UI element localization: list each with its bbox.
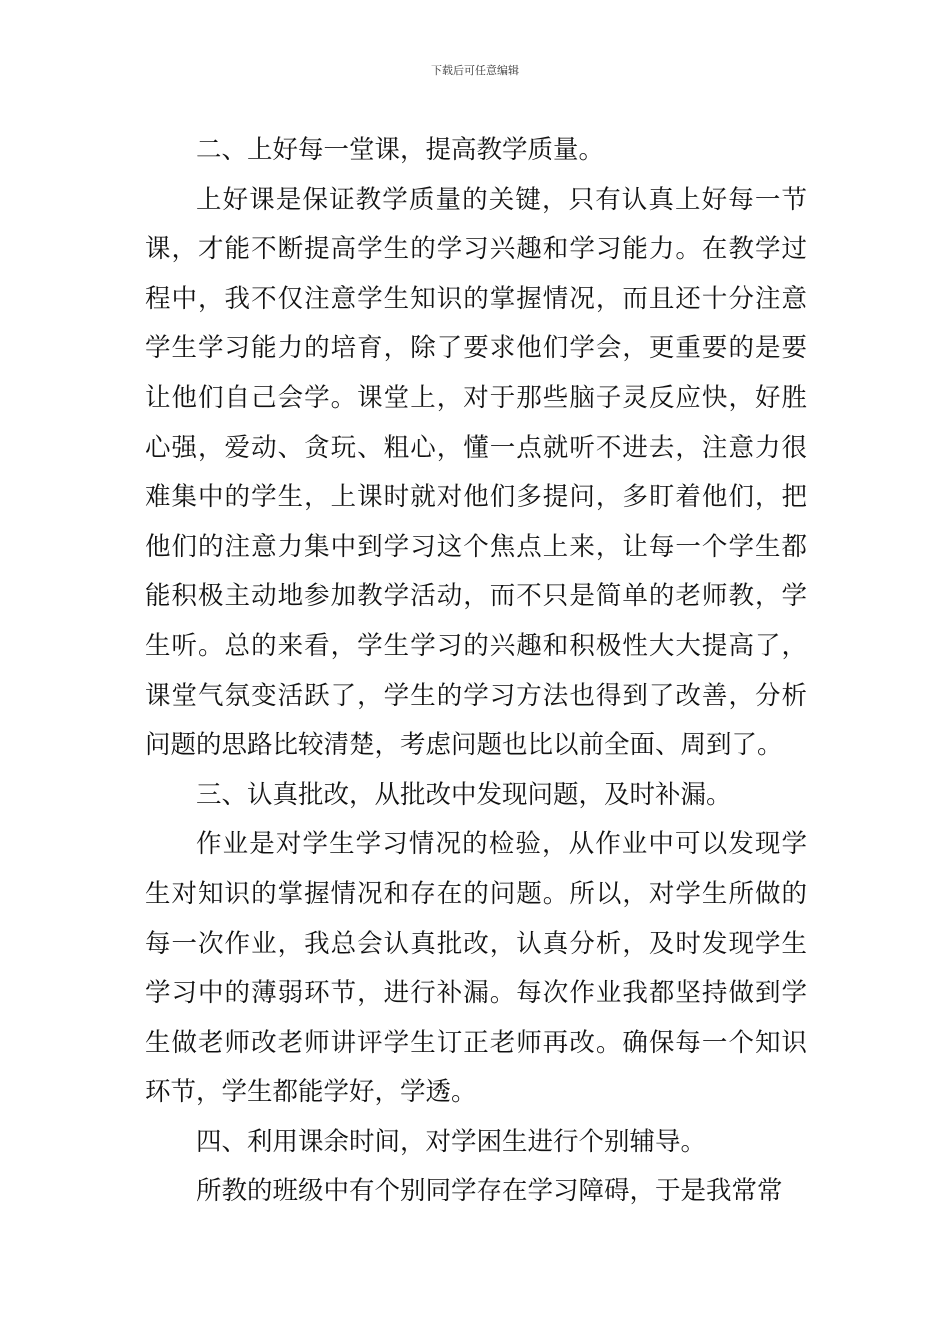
document-body bbox=[145, 126, 807, 1217]
section-heading-4: 四、利用课余时间，对学困生进行个别辅导。 bbox=[196, 1126, 707, 1157]
body-paragraph-teaching-quality: 上好课是保证教学质量的关键，只有认真上好每一节课，才能不断提高学生的学习兴趣和学习能力。在教学过程中，我不仅注意学生知识的掌握情况，而且还十分注意学生学习能力的培育，除了要求他们学会，更重要的是要让他们自己会学。课堂上，对于那些脑子灵反应快，好胜心强，爱动、贪玩、粗心，懂一点就听不进去，注意力很难集中的学生，上课时就对他们多提问，多盯着他们，把他们的注意力集中到学习这个焦点上来，让每一个学生都能积极主动地参加教学活动，而不只是简单的老师教，学生听。总的来看，学生学习的兴趣和积极性大大提高了，课堂气氛变活跃了，学生的学习方法也得到了改善，分析问题的思路比较清楚，考虑问题也比以前全面、周到了。 bbox=[145, 184, 807, 761]
body-paragraph-homework: 作业是对学生学习情况的检验，从作业中可以发现学生对知识的掌握情况和存在的问题。所以，对学生所做的每一次作业，我总会认真批改，认真分析，及时发现学生学习中的薄弱环节，进行补漏。每次作业我都坚持做到学生做老师改老师讲评学生订正老师再改。确保每一个知识环节，学生都能学好，学透。 bbox=[145, 829, 807, 1108]
body-paragraph-tutoring: 所教的班级中有个别同学存在学习障碍，于是我常常 bbox=[196, 1176, 783, 1207]
section-heading-2: 二、上好每一堂课，提高教学质量。 bbox=[196, 135, 605, 165]
page-header: 下载后可任意编辑 bbox=[431, 64, 519, 77]
section-heading-3: 三、认真批改，从批改中发现问题，及时补漏。 bbox=[196, 779, 732, 810]
